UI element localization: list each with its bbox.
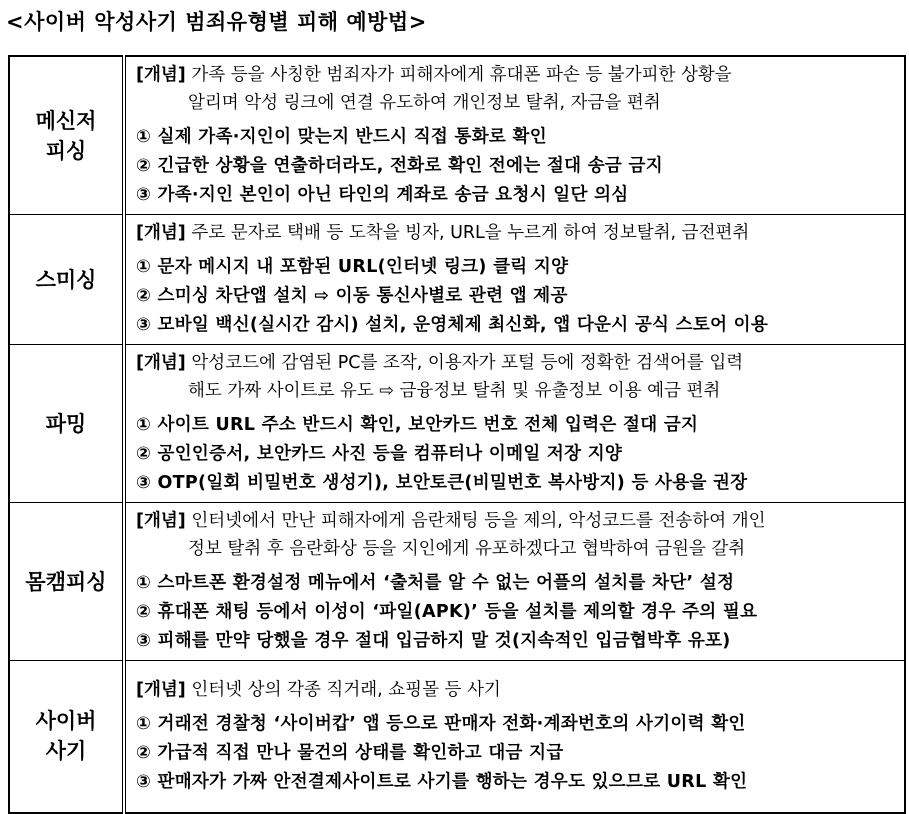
category-label: 사이버 — [35, 709, 97, 734]
tip-item: ① 사이트 URL 주소 반드시 확인, 보안카드 번호 전체 입력은 절대 금지 — [136, 415, 699, 435]
concept-tag: [개념] — [136, 223, 186, 243]
concept-tag: [개념] — [136, 511, 186, 531]
tip-item: ③ 모바일 백신(실시간 감시) 설치, 운영체제 최신화, 앱 다운시 공식 스토어 이용 — [136, 315, 769, 335]
concept-line: 악성코드에 감염된 PC를 조작, 이용자가 포털 등에 정확한 검색어를 입력 — [191, 353, 744, 373]
tips-list — [136, 253, 896, 340]
category-label: 피싱 — [45, 138, 87, 163]
category-label: 메신저 — [35, 108, 97, 133]
category-cell — [9, 215, 124, 345]
concept-tag: [개념] — [136, 65, 186, 85]
tip-item: ③ OTP(일회 비밀번호 생성기), 보안토큰(비밀번호 복사방지) 등 사용을 권장 — [136, 473, 748, 493]
concept-text — [136, 676, 896, 704]
tip-item: ② 스미싱 차단앱 설치 ⇨ 이동 통신사별로 관련 앱 제공 — [136, 286, 568, 306]
concept-text — [136, 349, 896, 405]
concept-line: 알리며 악성 링크에 연결 유도하여 개인정보 탈취, 자금을 편취 — [188, 93, 661, 113]
tip-item: ① 실제 가족·지인이 맞는지 반드시 직접 통화로 확인 — [136, 127, 547, 147]
tips-list — [136, 411, 896, 498]
category-label: 파밍 — [45, 411, 87, 436]
concept-text — [136, 219, 896, 247]
category-label: 몸캠피싱 — [25, 569, 107, 594]
content-cell — [124, 661, 905, 813]
category-label: 스미싱 — [35, 267, 97, 292]
tip-item: ② 공인인증서, 보안카드 사진 등을 컴퓨터나 이메일 저장 지양 — [136, 444, 623, 464]
concept-line: 해도 가짜 사이트로 유도 ⇨ 금융정보 탈취 및 유출정보 이용 예금 편취 — [188, 381, 721, 401]
content-cell — [124, 215, 905, 345]
concept-line: 인터넷에서 만난 피해자에게 음란채팅 등을 제의, 악성코드를 전송하여 개인 — [191, 511, 766, 531]
tip-item: ① 스마트폰 환경설정 메뉴에서 ‘출처를 알 수 없는 어플의 설치를 차단’ 설정 — [136, 573, 735, 593]
concept-line: 가족 등을 사칭한 범죄자가 피해자에게 휴대폰 파손 등 불가피한 상황을 — [191, 65, 732, 85]
concept-line: 정보 탈취 후 음란화상 등을 지인에게 유포하겠다고 협박하여 금원을 갈취 — [188, 539, 746, 559]
category-cell — [9, 56, 124, 215]
tips-list — [136, 710, 896, 797]
tip-item: ① 거래전 경찰청 ‘사이버캅’ 앱 등으로 판매자 전화·계좌번호의 사기이력 확인 — [136, 713, 746, 734]
category-cell — [9, 503, 124, 661]
tip-item: ② 휴대폰 채팅 등에서 이성이 ‘파일(APK)’ 등을 설치를 제의할 경우 주의 필요 — [136, 602, 758, 622]
concept-tag: [개념] — [136, 679, 186, 700]
tip-item: ② 가급적 직접 만나 물건의 상태를 확인하고 대금 지급 — [136, 742, 564, 763]
category-cell — [9, 661, 124, 813]
tip-item: ① 문자 메시지 내 포함된 URL(인터넷 링크) 클릭 지양 — [136, 257, 569, 277]
table-row — [9, 345, 905, 503]
concept-tag: [개념] — [136, 353, 186, 373]
concept-text — [136, 507, 896, 563]
tip-item: ② 긴급한 상황을 연출하더라도, 전화로 확인 전에는 절대 송금 금지 — [136, 156, 663, 176]
tips-list — [136, 123, 896, 210]
tip-item: ③ 가족·지인 본인이 아닌 타인의 계좌로 송금 요청시 일단 의심 — [136, 185, 629, 205]
table-row — [9, 661, 905, 813]
category-cell — [9, 345, 124, 503]
content-cell — [124, 56, 905, 215]
table-row — [9, 56, 905, 215]
page-title: <사이버 악성사기 범죄유형별 피해 예방법> — [6, 10, 427, 34]
prevention-table — [8, 55, 906, 814]
concept-line: 주로 문자로 택배 등 도착을 빙자, URL을 누르게 하여 정보탈취, 금전편취 — [191, 223, 750, 243]
tip-item: ③ 판매자가 가짜 안전결제사이트로 사기를 행하는 경우도 있으므로 URL 확인 — [136, 771, 748, 792]
tip-item: ③ 피해를 만약 당했을 경우 절대 입금하지 말 것(지속적인 입금협박후 유포) — [136, 631, 731, 651]
content-cell — [124, 503, 905, 661]
table-row — [9, 215, 905, 345]
tips-list — [136, 569, 896, 656]
concept-line: 인터넷 상의 각종 직거래, 쇼핑몰 등 사기 — [191, 679, 501, 700]
content-cell — [124, 345, 905, 503]
category-label: 사기 — [45, 739, 87, 764]
table-row — [9, 503, 905, 661]
concept-text — [136, 61, 896, 117]
